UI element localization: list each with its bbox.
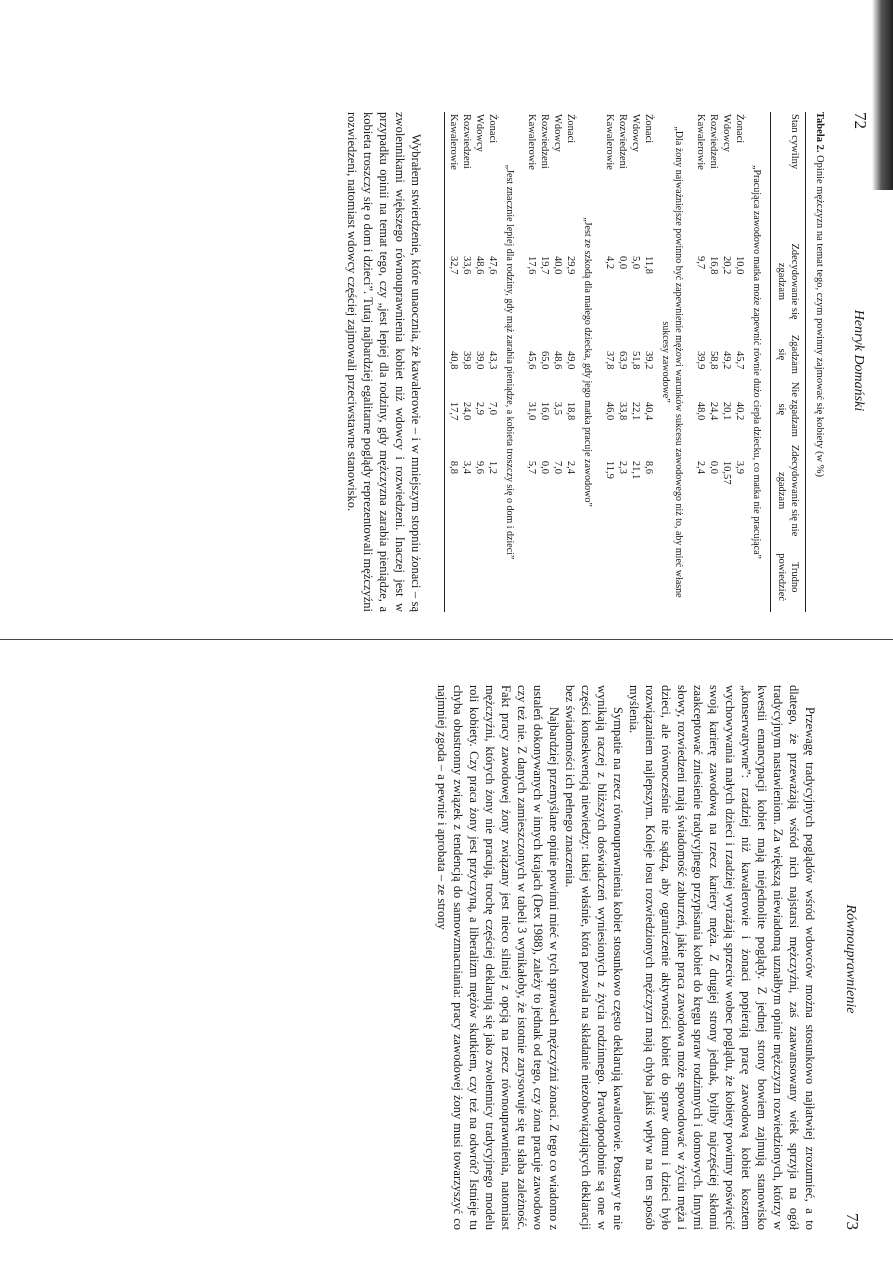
table-cell: 3,9: [734, 460, 745, 475]
table-cell: 48,0: [695, 401, 706, 421]
table-cell-empty: [523, 542, 538, 612]
page-number: 73: [843, 1212, 862, 1230]
column-header: Trudno powiedzieć: [771, 542, 806, 612]
column-header: Zdecydowanie się zgadzam: [771, 234, 806, 329]
page-72: [70, 112, 870, 612]
table-cell: 33,8: [617, 401, 628, 421]
row-label: Rozwiedzeni: [461, 114, 472, 169]
table-cell: 10,57: [721, 460, 732, 485]
table-cell-empty: [642, 542, 655, 612]
paragraph: Wybrałem stwierdzenie, które unaocznia, że kawalerowie – i w mniejszym stopniu żonaci – są zwolennikami większego równouprawnienia kobiet niż wdowcy i rozwiedzeni. Inaczej jest w przypadku opinii na temat tego, czy „jest lepiej dla rodziny, gdy mężczyzna zarabia pieniądze, a kobieta troszczy się o dom i dzieci”. Tutaj najbardziej egalitarne poglądy reprezentowali mężczyźni rozwiedzeni, natomiast wdowcy częściej zajmowali przeciwstawne stanowisko.: [345, 112, 423, 612]
table-cell: 3,4: [461, 460, 472, 475]
column-header: Zdecydowanie się nie zgadzam: [771, 439, 806, 542]
table-cell: 49,2: [721, 351, 732, 370]
table-section-heading: „Jest ze szkodą dla małego dziecka, gdy jego matka pracuje zawodowo”: [582, 217, 593, 507]
table-cell: 39,0: [474, 351, 485, 370]
table-cell: 51,8: [630, 351, 641, 370]
table-row: [629, 112, 642, 612]
table-cell: 16,8: [708, 256, 719, 275]
table-section-heading: „Jest znacznie lepiej dla rodziny, gdy mąż zarabia pieniądze, a kobieta troszczy się o dom i dzieci”: [504, 164, 515, 560]
table-section-heading: „Pracująca zawodowo matka może zapewnić równie dużo ciepła dziecku, co matka nie pracująca”: [751, 165, 762, 559]
table-cell: 2,9: [474, 401, 485, 415]
table-cell-empty: [445, 542, 460, 612]
table-cell: 65,0: [539, 351, 550, 370]
scan-edge-shadow: [872, 0, 893, 190]
body-text: [344, 112, 424, 612]
table-cell: 24,0: [461, 401, 472, 421]
row-label: Wdowcy: [721, 114, 732, 152]
table-cell: 45,7: [734, 351, 745, 370]
table-cell-empty: [486, 542, 499, 612]
table-caption-label: Tabela 2.: [814, 112, 825, 153]
table-cell: 37,8: [604, 351, 615, 370]
table-cell: 63,9: [617, 351, 628, 370]
table-section-heading-row: [746, 112, 771, 612]
row-label: Żonaci: [734, 114, 745, 144]
table-cell: 29,9: [565, 256, 576, 275]
table-cell-empty: [733, 542, 746, 612]
table-cell-empty: [720, 542, 733, 612]
table-row: [733, 112, 746, 612]
table-cell: 39,9: [695, 351, 706, 370]
running-header: [850, 112, 870, 612]
paragraph: Przewagę tradycyjnych poglądów wśród wdowców można stosunkowo najłatwiej zrozumieć, a to dlatego, że przeważają wśród nich najstarsi mężczyźni, zaś zaawansowany wiek sprzyja na ogół tradycyjnym nastawieniom. Za większą niewiadomą uznałbym opinie mężczyzn rozwiedzionych, którzy w kwestii emancypacji kobiet mają niejednolite poglądy. Z jednej strony bowiem zajmują stanowisko „konserwatywne”: rzadziej niż kawalerowie i żonaci popierają pracę zawodową kobiet kosztem wychowywania małych dzieci i rzadziej wyrażają sprzeciw wobec poglądu, że kobiety powinny poświęcić swoją karierę zawodową na rzecz kariery męża. Z drugiej strony jednak, byliby najczęściej skłonni zaakceptować zniesienie tradycyjnego przypisania kobiet do kręgu spraw rodzinnych i domowych. Innymi słowy, rozwiedzeni mają świadomość zaburzeń, jakie praca zawodowa może spowodować w życiu męża i dzieci, ale równocześnie nie sądzą, aby ograniczenie aktywności kobiet do spraw domu i dzieci było rozwiązaniem najlepszym. Koleje losu rozwiedzionych mężczyzn mają chyba jakiś wpływ na ten sposób myślenia.: [627, 685, 817, 1230]
table-cell: 9,6: [474, 460, 485, 475]
table-bottom-rule: [444, 112, 445, 612]
table-cell: 40,8: [448, 351, 459, 370]
table-cell-empty: [473, 542, 486, 612]
table-cell: 48,6: [552, 351, 563, 370]
table-cell: 31,0: [526, 401, 537, 421]
table-cell: 20,2: [721, 256, 732, 275]
table-cell: 39,2: [643, 351, 654, 370]
table-cell: 19,7: [539, 256, 550, 275]
table-cell: 4,2: [604, 256, 615, 270]
table-cell-empty: [601, 542, 616, 612]
table-cell: 47,6: [487, 256, 498, 275]
table-row: [616, 112, 629, 612]
paragraph: Najbardziej przemyślane opinie powinni mieć w tych sprawach mężczyźni żonaci. Z tego co wiadomo z ustaleń dokonywanych w innych krajach (Dex 1988), zależy to jednak od tego, czy żona pracuje zawodowo czy też nie. Z danych zamieszczonych w tabeli 3 wynikałoby, że istotnie zarysowuje się tu słaba zależność. Fakt pracy zawodowej żony związany jest nieco silniej z opcją na rzecz równouprawnienia, natomiast mężczyźni, których żony nie pracują, trochę częściej deklarują się jako zwolennicy tradycyjnego modelu roli kobiety. Czy praca żony jest przyczyną, a liberalizm mężów skutkiem, czy też na odwrót? Istnieje tu chyba obustronny związek z tendencją do samowzmacniania: pracy zawodowej żony musi towarzyszyć co najmniej zgoda – a pewnie i aprobata – ze strony: [435, 685, 561, 1230]
table-cell: 49,0: [565, 351, 576, 370]
table-cell-empty: [629, 542, 642, 612]
table-cell: 2,4: [565, 460, 576, 475]
table-row: [564, 112, 577, 612]
paragraph: Sympatie na rzecz równouprawnienia kobiet stosunkowo często deklarują kawalerowie. Postawy te nie wynikają raczej z bliższych doświadczeń wyniesionych z życia rodzinnego. Prawdopodobnie są one w części konsekwencją niewiedzy: takiej właśnie, która pozwala na składanie niezobowiązujących deklaracji bez świadomości ich pełnego znaczenia.: [563, 685, 625, 1230]
row-label: Wdowcy: [630, 114, 641, 152]
table-cell: 2,4: [695, 460, 706, 475]
row-label: Wdowcy: [552, 114, 563, 152]
table-cell: 1,2: [487, 460, 498, 475]
table-cell: 9,7: [695, 256, 706, 270]
table-section-heading-row: [655, 112, 692, 612]
table-cell: 18,8: [565, 401, 576, 421]
table-section-heading-row: [577, 112, 601, 612]
table-cell: 20,1: [721, 401, 732, 421]
table-cell: 17,7: [448, 401, 459, 421]
table-row: [538, 112, 551, 612]
table-row: [692, 112, 707, 612]
table-section-heading-row: [499, 112, 523, 612]
table-cell: 43,3: [487, 351, 498, 370]
table-cell-empty: [692, 542, 707, 612]
page-number: 72: [851, 112, 870, 129]
row-label: Rozwiedzeni: [539, 114, 550, 169]
table-row: [551, 112, 564, 612]
table-cell-empty: [616, 542, 629, 612]
table-cell: 16,0: [539, 401, 550, 421]
column-header: Nie zgadzam się: [771, 380, 806, 439]
body-text: [434, 685, 818, 1230]
table-row: [601, 112, 616, 612]
table-cell: 24,4: [708, 401, 719, 421]
opinions-table: [445, 112, 806, 612]
row-label: Rozwiedzeni: [708, 114, 719, 169]
table-cell: 5,7: [526, 460, 537, 475]
row-label: Rozwiedzeni: [617, 114, 628, 169]
column-header: Stan cywilny: [771, 112, 806, 234]
row-label: Kawalerowie: [604, 114, 615, 170]
table-cell: 8,8: [448, 460, 459, 475]
table-cell: 0,0: [708, 460, 719, 475]
table-caption-text: Opinie mężczyzn na temat tego, czym powinny zajmować się kobiety (w %): [814, 152, 825, 477]
table-cell: 32,7: [448, 256, 459, 275]
table-cell: 11,8: [643, 256, 654, 274]
table-cell: 2,3: [617, 460, 628, 475]
table-cell: 3,5: [552, 401, 563, 415]
table-cell-empty: [460, 542, 473, 612]
table-cell: 45,6: [526, 351, 537, 370]
table-row: [707, 112, 720, 612]
table-row: [720, 112, 733, 612]
table-cell: 21,1: [630, 460, 641, 480]
table-cell: 17,6: [526, 256, 537, 275]
row-label: Żonaci: [565, 114, 576, 144]
row-label: Żonaci: [643, 114, 654, 144]
running-head-title: Równouprawnienie: [843, 904, 858, 1014]
running-header: [842, 685, 862, 1230]
table-cell: 7,0: [487, 401, 498, 415]
page-73: [62, 685, 862, 1230]
row-label: Wdowcy: [474, 114, 485, 152]
table-cell: 39,8: [461, 351, 472, 370]
table-cell: 58,8: [708, 351, 719, 370]
table-cell: 46,0: [604, 401, 615, 421]
table-cell: 0,0: [539, 460, 550, 475]
table-body: [445, 112, 771, 612]
table-section-heading: „Dla żony najważniejsze powinno być zapewnienie mężowi warunków sukcesu zawodowego niż to, aby mieć własne sukcesy zawodowe”: [660, 126, 684, 598]
table-cell: 0,0: [617, 256, 628, 270]
table-cell: 8,6: [643, 460, 654, 475]
row-label: Kawalerowie: [526, 114, 537, 170]
table-cell-empty: [564, 542, 577, 612]
table-cell: 10,0: [734, 256, 745, 275]
table-row: [445, 112, 460, 612]
running-head-author: Henryk Domański: [851, 309, 866, 412]
table-caption: [812, 112, 826, 612]
table-cell: 7,0: [552, 460, 563, 475]
table-row: [523, 112, 538, 612]
column-header: Zgadzam się: [771, 329, 806, 380]
table-cell: 40,4: [643, 401, 654, 421]
table-row: [486, 112, 499, 612]
row-label: Żonaci: [487, 114, 498, 144]
table-cell: 33,6: [461, 256, 472, 275]
table-header-row: [771, 112, 806, 612]
table-cell: 48,6: [474, 256, 485, 275]
table-cell: 5,0: [630, 256, 641, 270]
table-cell: 11,9: [604, 460, 615, 479]
table-row: [460, 112, 473, 612]
page-divider-line: [0, 639, 893, 640]
table-row: [642, 112, 655, 612]
row-label: Kawalerowie: [695, 114, 706, 170]
table-cell-empty: [538, 542, 551, 612]
table-row: [473, 112, 486, 612]
table-cell: 22,1: [630, 401, 641, 421]
table-cell-empty: [707, 542, 720, 612]
table-cell: 40,0: [552, 256, 563, 275]
table-cell-empty: [551, 542, 564, 612]
row-label: Kawalerowie: [448, 114, 459, 170]
table-cell: 40,2: [734, 401, 745, 421]
